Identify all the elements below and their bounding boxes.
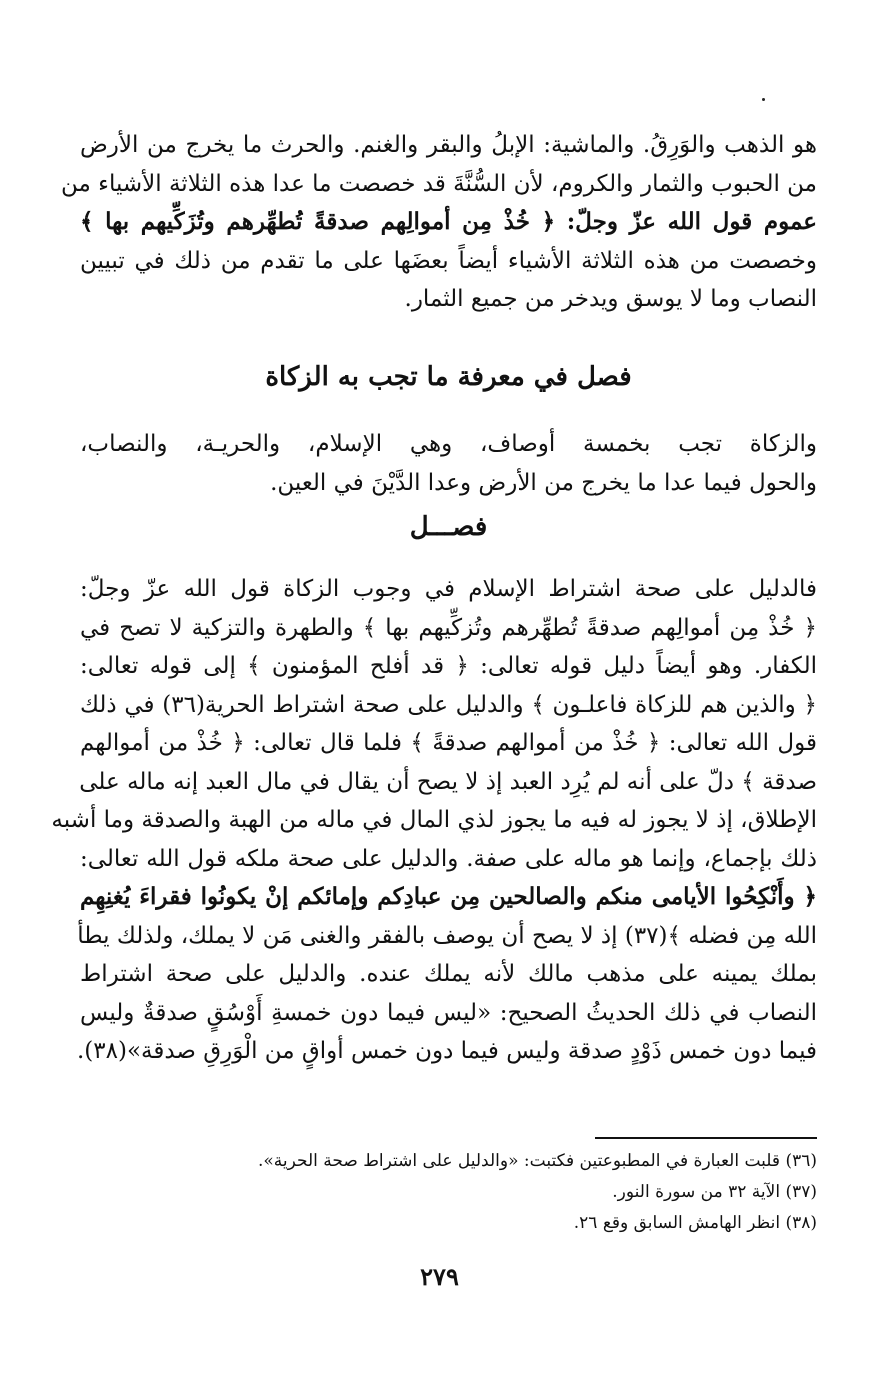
text-line: فيما دون خمس ذَوْدٍ صدقة وليس فيما دون خمس أواقٍ من الْوَرِقِ صدقة»(٣٨). (76, 1038, 817, 1064)
text-line: ذلك بإجماع، وإنما هو ماله على صفة. والدليل على صحة ملكه قول الله تعالى: (80, 845, 817, 872)
paragraph-evidence (51, 570, 817, 1071)
page-number: ٢٧٩ (420, 1262, 459, 1291)
paragraph-nisab-intro (60, 126, 817, 319)
section-heading: فصل في معرفة ما تجب به الزكاة (265, 362, 632, 392)
text-line: ﴿ وأَنْكِحُوا الأيامى منكم والصالحين مِن عبادِكم وإمائكم إنْ يكونُوا فقراءَ يُغنِهِم (80, 883, 817, 910)
text-line: صدقة ﴾ دلّ على أنه لم يُرِد العبد إذ لا يصح أن يقال في مال العبد إنه ماله على (79, 768, 817, 795)
paragraph-conditions (80, 425, 817, 502)
text-line: ﴿ خُذْ مِن أموالِهم صدقةً تُطهِّرهم وتُزكِّيهم بها ﴾ والطهرة والتزكية لا تصح في (80, 614, 817, 641)
text-line: الله مِن فضله ﴾(٣٧) إذ لا يصح أن يوصف بالفقر والغنى مَن لا يملك، ولذلك يطأ (77, 922, 817, 949)
footnote: (٣٦) قلبت العبارة في المطبوعتين فكتبت: «والدليل على اشتراط صحة الحرية». (257, 1151, 817, 1171)
footnote: (٣٨) انظر الهامش السابق وقع ٢٦. (573, 1213, 817, 1233)
text-line: من الحبوب والثمار والكروم، لأن السُّنَّةَ قد خصصت ما عدا هذه الثلاثة الأشياء من (60, 170, 817, 197)
text-line: النصاب وما لا يوسق ويدخر من جميع الثمار. (404, 286, 817, 312)
text-line: الإطلاق، إذ لا يجوز له فيه ما يجوز لذي المال في ماله من الهبة والصدقة وما أشبه (51, 807, 817, 833)
text-line: فالدليل على صحة اشتراط الإسلام في وجوب الزكاة قول الله عزّ وجلّ: (80, 576, 817, 602)
page-speck (762, 98, 765, 101)
text-line: والحول فيما عدا ما يخرج من الأرض وعدا الدَّيْنَ في العين. (270, 469, 817, 496)
text-line: النصاب في ذلك الحديثُ الصحيح: «ليس فيما دون خمسةِ أَوْسُقٍ صدقةٌ وليس (80, 999, 817, 1026)
text-line: وخصصت من هذه الثلاثة الأشياء أيضاً بعضَها على ما تقدم من ذلك في تبيين (80, 247, 817, 274)
footnote: (٣٧) الآية ٣٢ من سورة النور. (612, 1182, 817, 1202)
text-line: قول الله تعالى: ﴿ خُذْ من أموالهم صدقةً ﴾ فلما قال تعالى: ﴿ خُذْ من أموالهم (80, 730, 817, 756)
text-line: والزكاة تجب بخمسة أوصاف، وهي الإسلام، والحريـة، والنصاب، (80, 431, 817, 457)
text-line: هو الذهب والوَرِقُ. والماشية: الإبلُ والبقر والغنم. والحرث ما يخرج من الأرض (80, 132, 817, 158)
footnotes (80, 1146, 817, 1239)
section-heading-fasl: فصـــل (409, 512, 488, 542)
text-line: عموم قول الله عزّ وجلّ: ﴿ خُذْ مِن أموالِهم صدقةً تُطهِّرهم وتُزَكِّيهم بها ﴾ (80, 208, 817, 235)
text-line: ﴿ والذين هم للزكاة فاعلـون ﴾ والدليل على صحة اشتراط الحرية(٣٦) في ذلك (80, 691, 817, 718)
text-line: الكفار. وهو أيضاً دليل قوله تعالى: ﴿ قد أفلح المؤمنون ﴾ إلى قوله تعالى: (80, 653, 817, 679)
footnote-divider (595, 1137, 817, 1139)
text-line: بملك يمينه على مذهب مالك لأنه يملك عنده. والدليل على صحة اشتراط (80, 961, 817, 987)
